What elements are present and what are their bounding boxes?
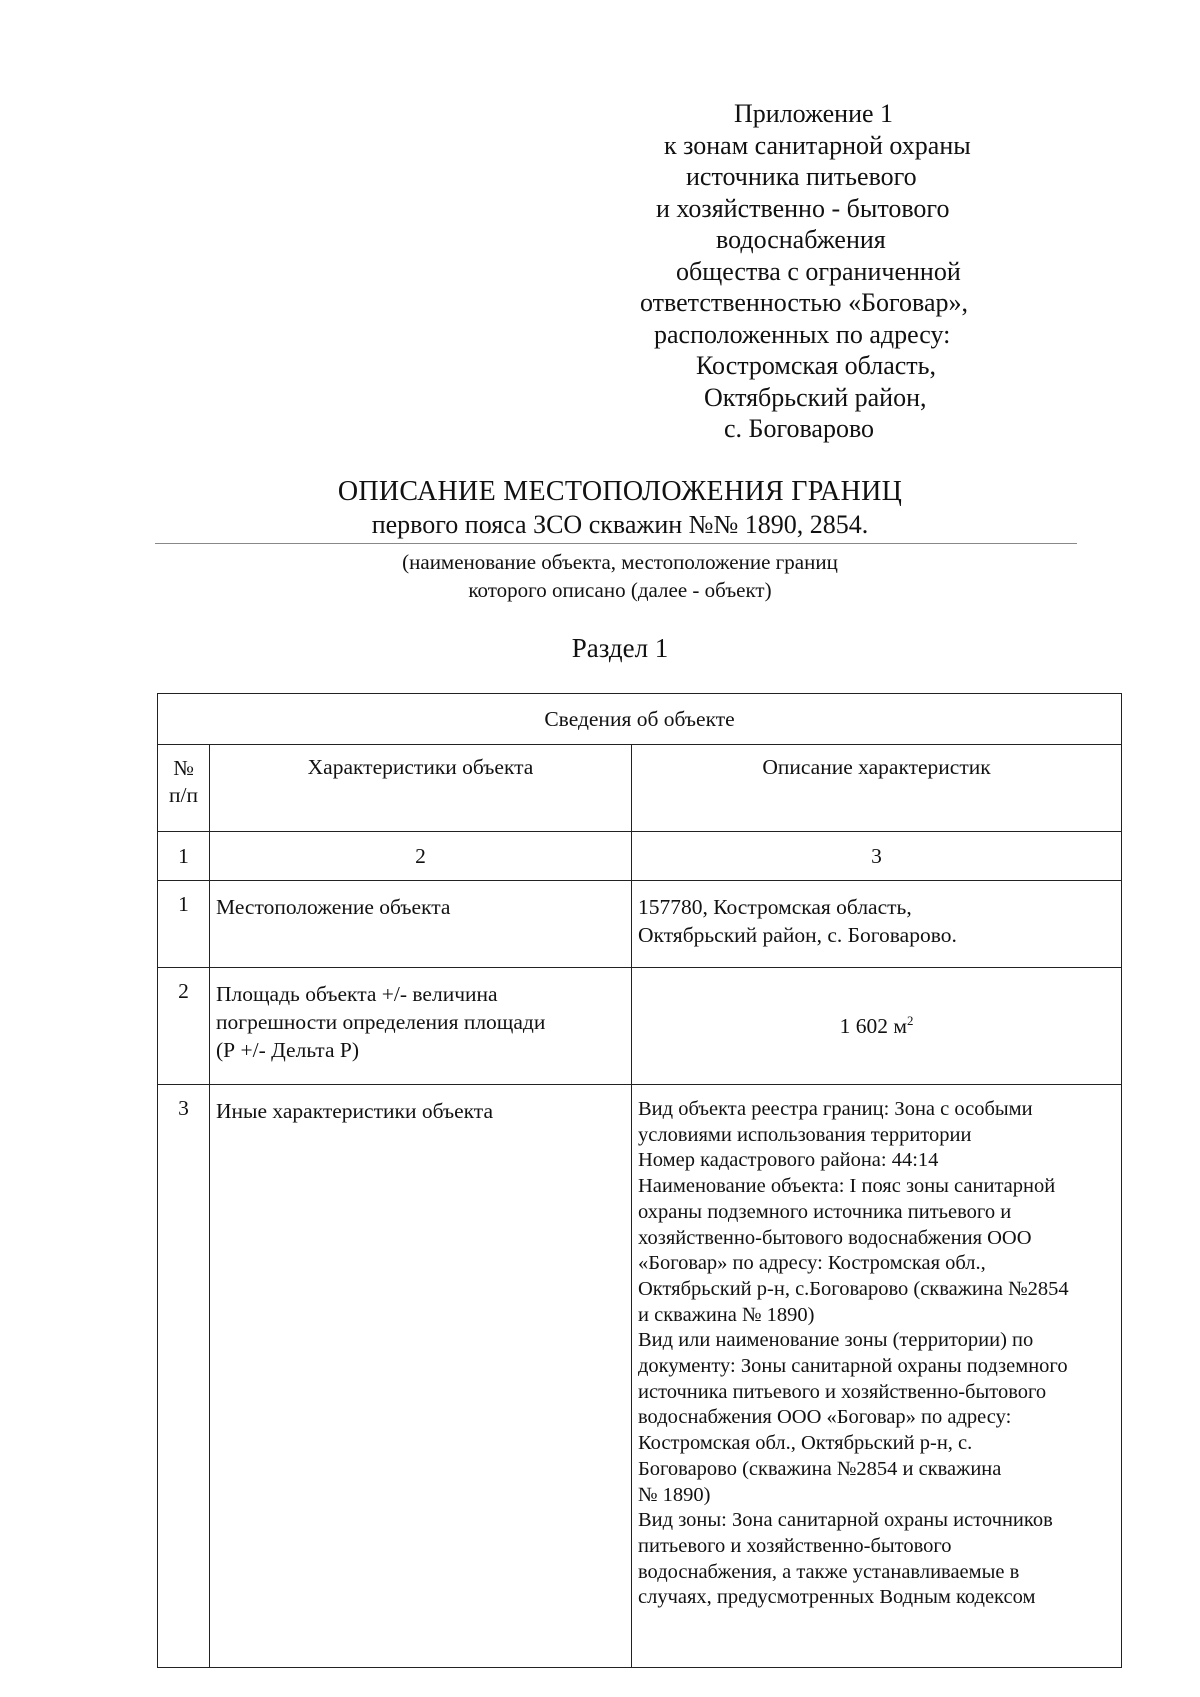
area-value: 1 602 м — [839, 1013, 907, 1038]
appendix-line: общества с ограниченной — [676, 256, 961, 286]
row-description-line: условиями использования территории — [638, 1123, 972, 1146]
table-caption-row — [158, 694, 1122, 745]
column-index: 3 — [632, 832, 1122, 881]
row-description-line: Вид или наименование зоны (территории) по — [638, 1329, 1034, 1352]
row-characteristic-line: Площадь объекта +/- величина — [216, 982, 498, 1006]
column-header-number — [158, 745, 210, 832]
row-characteristic — [210, 968, 632, 1085]
column-header-characteristics: Характеристики объекта — [210, 745, 632, 832]
row-characteristic-line: (Р +/- Дельта Р) — [216, 1038, 360, 1062]
column-index: 1 — [158, 832, 210, 881]
row-description-line: Октябрьский р-н, с.Боговарово (скважина №2854 — [638, 1277, 1069, 1300]
row-description-line: 157780, Костромская область, — [638, 895, 912, 919]
row-description-line: Вид зоны: Зона санитарной охраны источников — [638, 1509, 1053, 1532]
title-note-line: которого описано (далее - объект) — [468, 578, 772, 602]
title-note — [155, 548, 1085, 604]
row-description-line: питьевого и хозяйственно-бытового — [638, 1534, 952, 1557]
row-description — [632, 1085, 1122, 1668]
row-description — [632, 881, 1122, 968]
row-number: 2 — [158, 968, 210, 1085]
row-characteristic-line: погрешности определения площади — [216, 1010, 546, 1034]
row-description-line: № 1890) — [638, 1483, 711, 1506]
row-description-line: Наименование объекта: I пояс зоны санитарной — [638, 1175, 1056, 1198]
title-note-line: (наименование объекта, местоположение границ — [402, 550, 838, 574]
appendix-line: и хозяйственно - бытового — [656, 193, 950, 223]
appendix-line: к зонам санитарной охраны — [664, 130, 971, 160]
area-unit-exponent: 2 — [906, 1013, 914, 1028]
appendix-line: Октябрьский район, — [704, 382, 927, 412]
column-index: 2 — [210, 832, 632, 881]
row-description-line: водоснабжения, а также устанавливаемые в — [638, 1560, 1020, 1583]
row-description-line: документу: Зоны санитарной охраны подземного — [638, 1355, 1068, 1378]
row-number: 3 — [158, 1085, 210, 1668]
object-info-table — [157, 693, 1122, 1668]
table-caption: Сведения об объекте — [158, 694, 1122, 745]
row-characteristic — [210, 881, 632, 968]
document-title: ОПИСАНИЕ МЕСТОПОЛОЖЕНИЯ ГРАНИЦ — [337, 476, 903, 507]
row-description-line: Боговарово (скважина №2854 и скважина — [638, 1457, 1002, 1480]
row-number: 1 — [158, 881, 210, 968]
table-header-row — [158, 745, 1122, 832]
column-header-number-line: № — [173, 756, 194, 780]
row-description-line: хозяйственно-бытового водоснабжения ООО — [638, 1226, 1032, 1249]
section-title: Раздел 1 — [571, 633, 669, 663]
table-index-row — [158, 832, 1122, 881]
table-row — [158, 881, 1122, 968]
table-row — [158, 1085, 1122, 1668]
row-description-line: случаях, предусмотренных Водным кодексом — [638, 1586, 1036, 1609]
table-row — [158, 968, 1122, 1085]
row-description-line: Октябрьский район, с. Боговарово. — [638, 923, 957, 947]
appendix-line: водоснабжения — [716, 225, 886, 254]
row-description-line: и скважина № 1890) — [638, 1303, 815, 1326]
row-description-line: «Боговар» по адресу: Костромская обл., — [638, 1252, 986, 1275]
row-description-line: Вид объекта реестра границ: Зона с особыми — [638, 1098, 1033, 1120]
appendix-block — [640, 98, 1140, 445]
row-description-line: Номер кадастрового района: 44:14 — [638, 1149, 939, 1172]
row-description-line: источника питьевого и хозяйственно-бытового — [638, 1380, 1047, 1403]
column-header-number-line: п/п — [169, 783, 198, 807]
area-value-cell — [632, 968, 1122, 1085]
appendix-line: расположенных по адресу: — [654, 319, 951, 349]
appendix-line: Приложение 1 — [734, 99, 894, 128]
row-description-line: Костромская обл., Октябрьский р-н, с. — [638, 1432, 973, 1455]
appendix-line: с. Боговарово — [724, 414, 875, 443]
title-underline — [155, 543, 1077, 544]
appendix-line: ответственностью «Боговар», — [640, 288, 969, 317]
appendix-line: Костромская область, — [696, 351, 937, 380]
row-description-line: водоснабжения ООО «Боговар» по адресу: — [638, 1406, 1012, 1429]
row-characteristic — [210, 1085, 632, 1668]
column-header-description: Описание характеристик — [632, 745, 1122, 832]
appendix-line: источника питьевого — [686, 162, 917, 191]
document-subtitle: первого пояса ЗСО скважин №№ 1890, 2854. — [371, 510, 869, 539]
row-characteristic-line: Иные характеристики объекта — [216, 1099, 494, 1123]
row-description-line: охраны подземного источника питьевого и — [638, 1200, 1012, 1223]
row-characteristic-line: Местоположение объекта — [216, 895, 451, 919]
